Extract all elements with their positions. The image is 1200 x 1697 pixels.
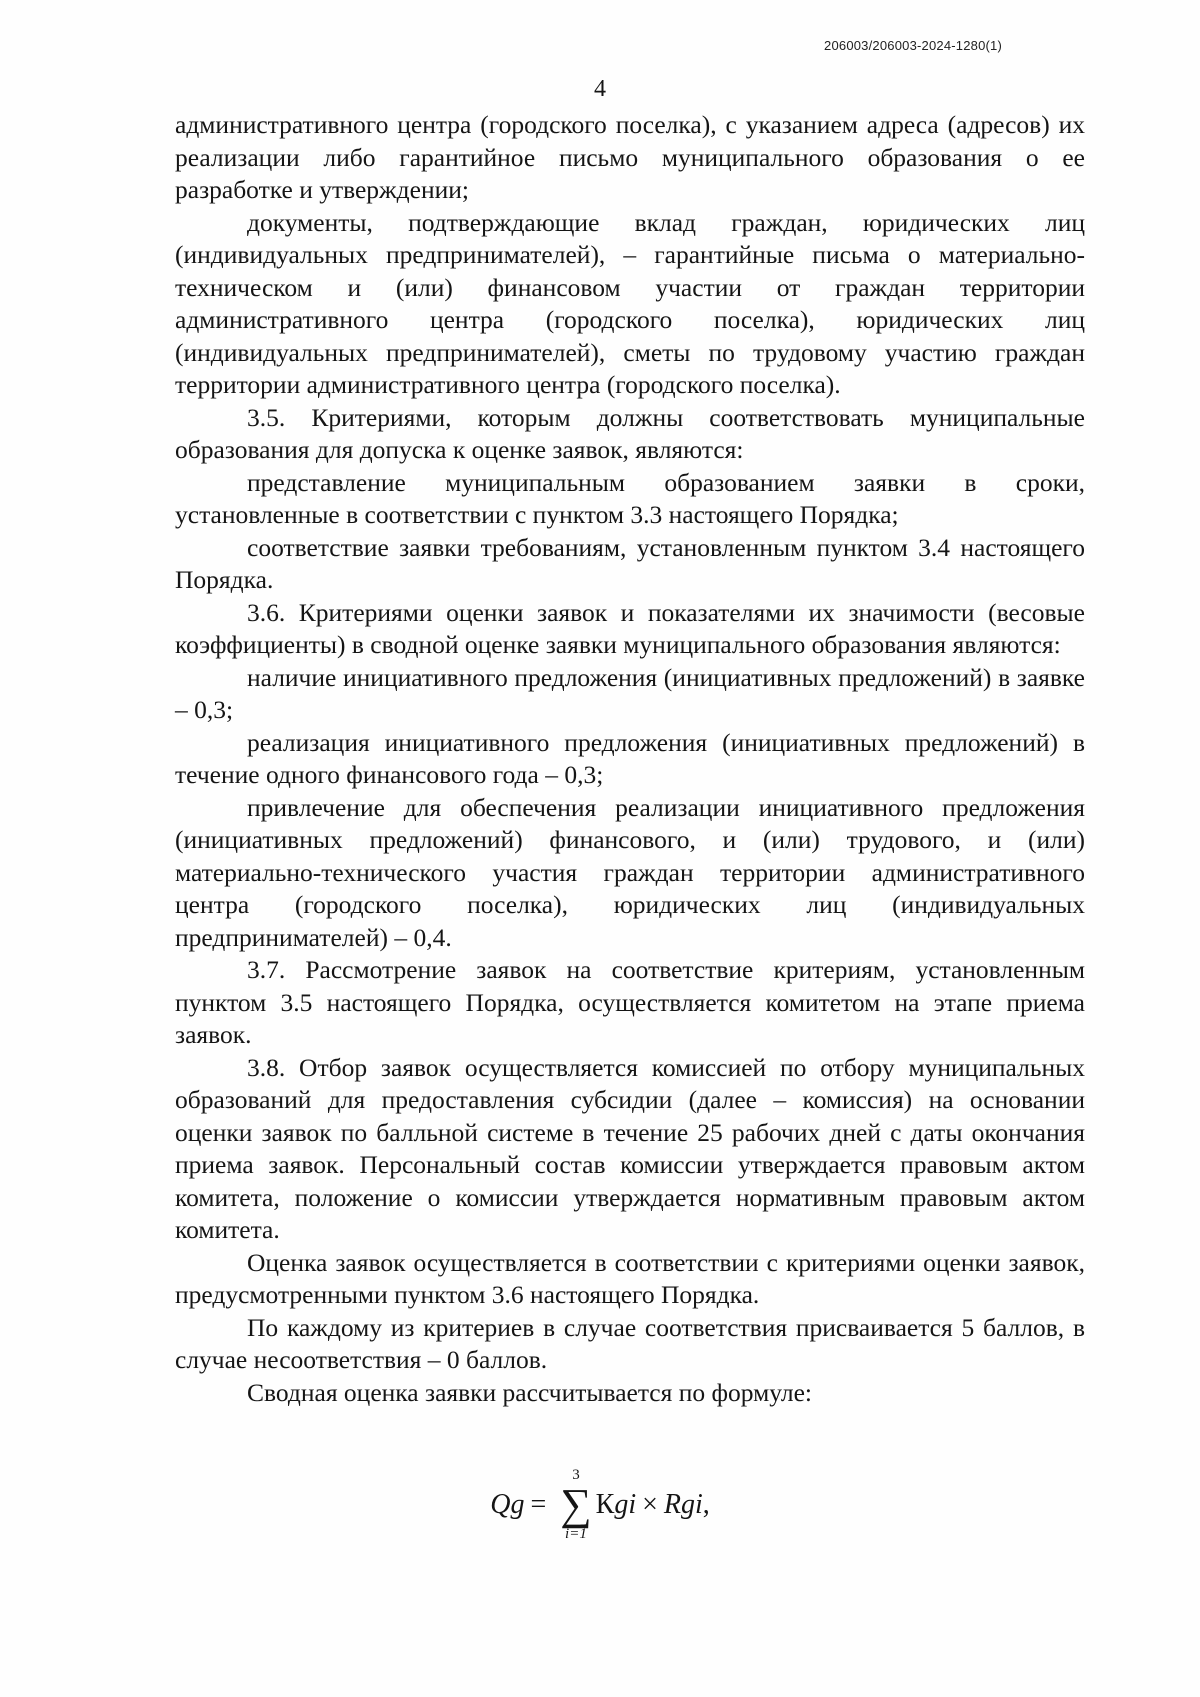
paragraph: соответствие заявки требованиям, установленным пунктом 3.4 настоящего Порядка. (175, 532, 1085, 594)
paragraph: реализация инициативного предложения (инициативных предложений) в течение одного финансового года – 0,3; (175, 727, 1085, 789)
paragraph: 3.6. Критериями оценки заявок и показателями их значимости (весовые коэффициенты) в сводной оценке заявки муниципального образования являются: (175, 597, 1085, 659)
paragraph: Сводная оценка заявки рассчитывается по формуле: (247, 1377, 813, 1407)
paragraph: административного центра (городского поселка), с указанием адреса (адресов) их реализации либо гарантийное письмо муниципального образования о ее разработке и утверждении; (175, 110, 1085, 204)
formula-times: × (642, 1489, 658, 1520)
paragraph: 3.7. Рассмотрение заявок на соответствие критериям, установленным пунктом 3.5 настоящего Порядка, осуществляется комитетом на этапе приема заявок. (175, 955, 1085, 1049)
paragraph: 3.8. Отбор заявок осуществляется комиссией по отбору муниципальных образований для предоставления субсидии (далее – комиссия) на основании оценки заявок по балльной системе в течение 25 рабочих дней с даты окончания приема заявок. Персональный состав комиссии утверждается правовым актом комитета, положение о комиссии утверждается нормативным правовым актом комитета. (175, 1052, 1085, 1244)
formula-equals: = (530, 1489, 547, 1520)
summary-score-formula (0, 1468, 1200, 1542)
formula-trailing: , (702, 1489, 710, 1520)
document-body (175, 109, 1085, 1409)
paragraph: документы, подтверждающие вклад граждан, юридических лиц (индивидуальных предпринимателей), – гарантийные письма о материально-техническом и (или) финансовом участии от граждан территории административного центра (городского поселка), юридических лиц (индивидуальных предпринимателей), сметы по трудовому участию граждан территории административного центра (городского поселка). (175, 207, 1085, 399)
formula-term-k-index: gi (614, 1489, 637, 1520)
summation-lower-limit: i=1 (565, 1526, 587, 1542)
paragraph: привлечение для обеспечения реализации инициативного предложения (инициативных предложений) финансового, и (или) трудового, и (или) материально-технического участия граждан территории административного центра (городского поселка), юридических лиц (индивидуальных предпринимателей) – 0,4. (175, 792, 1085, 952)
page-number: 4 (594, 76, 606, 102)
paragraph: 3.5. Критериями, которым должны соответствовать муниципальные образования для допуска к оценке заявок, являются: (175, 402, 1085, 464)
paragraph: Оценка заявок осуществляется в соответствии с критериями оценки заявок, предусмотренными пунктом 3.6 настоящего Порядка. (175, 1247, 1085, 1309)
paragraph: представление муниципальным образованием заявки в сроки, установленные в соответствии с пунктом 3.3 настоящего Порядка; (175, 467, 1085, 529)
formula-term-k-letter: К (595, 1489, 615, 1520)
summation (560, 1468, 591, 1542)
paragraph: наличие инициативного предложения (инициативных предложений) в заявке – 0,3; (175, 662, 1085, 724)
summation-upper-limit: 3 (572, 1467, 580, 1483)
document-code: 206003/206003-2024-1280(1) (824, 38, 1002, 53)
formula-term-r: Rgi (663, 1489, 703, 1520)
formula-lhs: Qg (490, 1489, 525, 1520)
formula-term-k (596, 1489, 636, 1521)
paragraph: По каждому из критериев в случае соответствия присваивается 5 баллов, в случае несоответствия – 0 баллов. (175, 1312, 1085, 1374)
sigma-symbol: ∑ (560, 1480, 592, 1529)
